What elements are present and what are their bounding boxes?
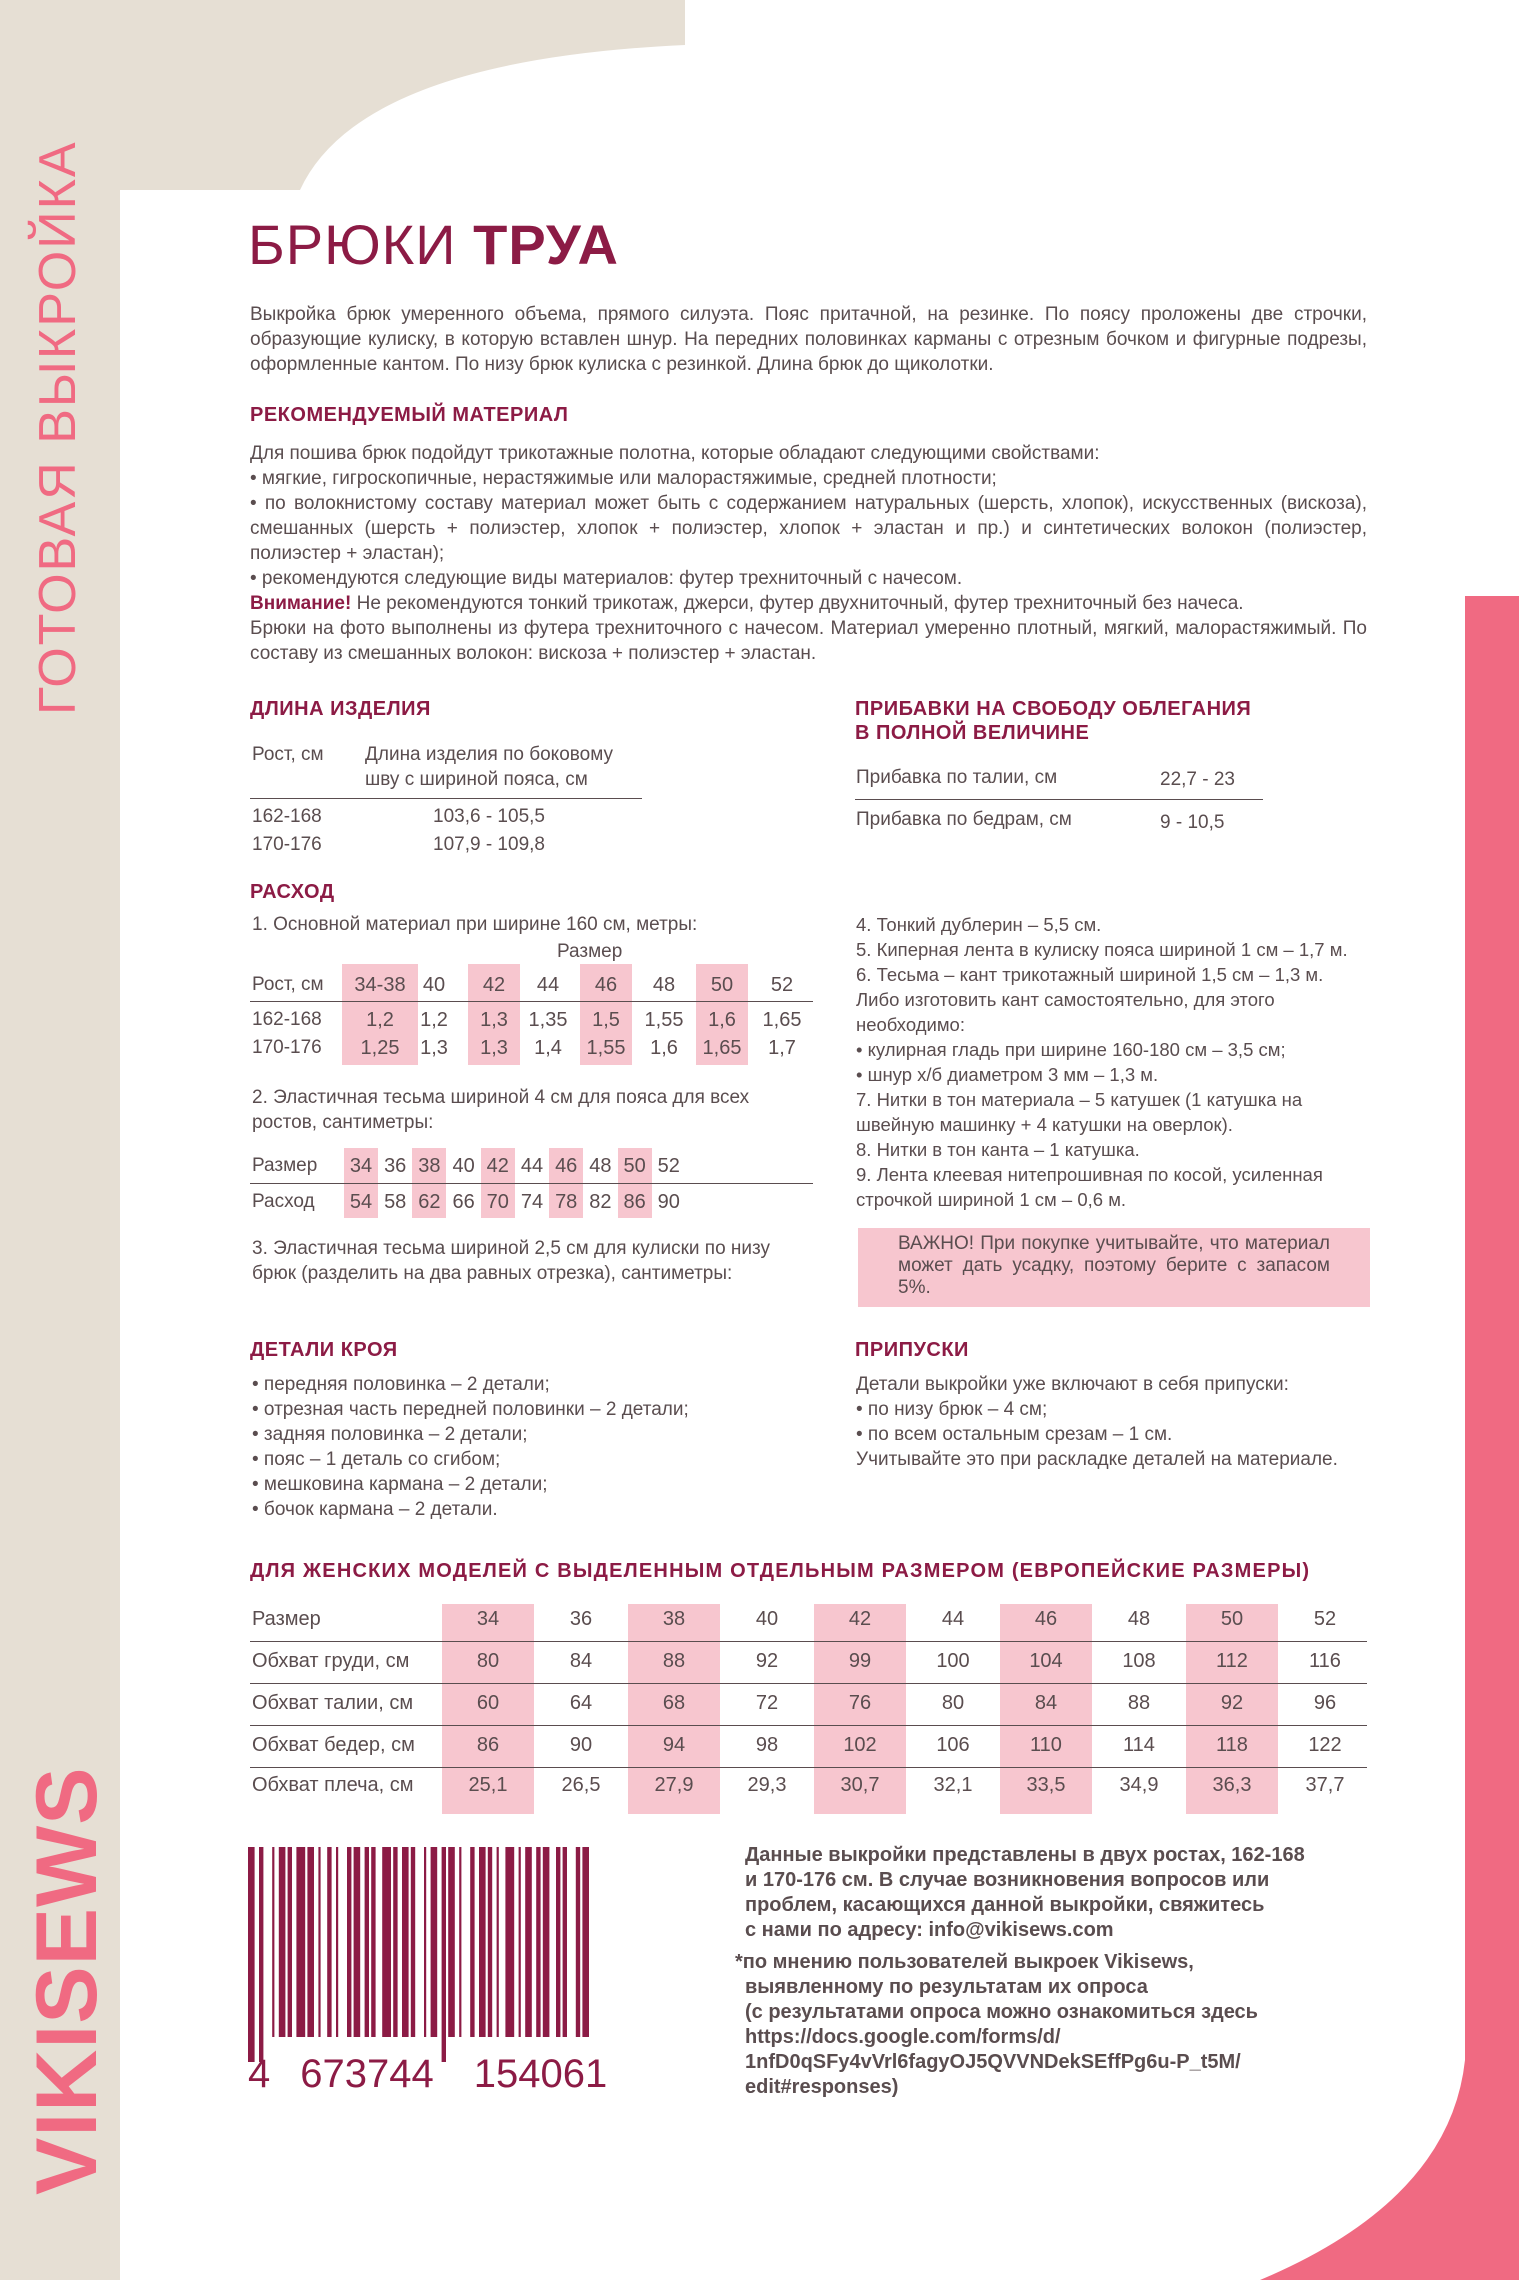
piece-item: • передняя половинка – 2 детали; <box>252 1374 550 1395</box>
piece-item: • мешковина кармана – 2 детали; <box>252 1474 548 1495</box>
size-row-label: Обхват талии, см <box>252 1692 414 1714</box>
consumption-right-line: • кулирная гладь при ширине 160-180 см – 3,5 см; <box>856 1039 1286 1060</box>
ease-waist-label: Прибавка по талии, см <box>856 767 1058 788</box>
page-title: БРЮКИ ТРУА <box>248 213 619 276</box>
length-col-height: Рост, см <box>252 744 324 765</box>
allowance-item: • по низу брюк – 4 см; <box>856 1399 1048 1420</box>
size-value: 106 <box>936 1734 970 1756</box>
size-table-heading: ДЛЯ ЖЕНСКИХ МОДЕЛЕЙ С ВЫДЕЛЕННЫМ ОТДЕЛЬНЫМ РАЗМЕРОМ (ЕВРОПЕЙСКИЕ РАЗМЕРЫ) <box>250 1560 1311 1582</box>
size-value: 96 <box>1313 1692 1337 1714</box>
fabric-value: 1,25 <box>360 1037 400 1059</box>
fabric-value: 1,35 <box>528 1009 568 1031</box>
length-row-height: 170-176 <box>252 834 322 855</box>
size-value: 68 <box>662 1692 686 1714</box>
allowance-item: Детали выкройки уже включают в себя припуски: <box>856 1374 1289 1395</box>
material-text: Для пошива брюк подойдут трикотажные полотна, которые обладают следующими свойствами: • мягкие, гигроскопичные, нерастяжимые или малорастяжимые, средней плотности; • по волокнистому составу материал может быть с содержанием натуральных (шерсть, хлопок), искусственных (вискоза), смешанных (шерсть + полиэстер, хлопок + полиэстер, хлопок + эластан и пр.) и синтетических волокон (полиэстер, полиэстер + эластан); • рекомендуются следующие виды материалов: футер трехниточный с начесом. Внимание! Не рекомендуются тонкий трикотаж, джерси, футер двухниточный, футер трехниточный без начеса. Брюки на фото выполнены из футера трехниточного с начесом. Материал умеренно плотный, мягкий, малорастяжимый. По составу из смешанных волокон: вискоза + полиэстер + эластан. <box>250 443 1367 664</box>
fabric-value: 1,5 <box>592 1009 620 1031</box>
fabric-size: 40 <box>422 974 446 996</box>
size-value: 90 <box>569 1734 593 1756</box>
footer-survey-line: выявленному по результатам их опроса <box>745 1976 1148 1998</box>
fabric-row-label: 170-176 <box>252 1037 322 1058</box>
footer-survey-line: https://docs.google.com/forms/d/ <box>745 2026 1061 2048</box>
size-value: 29,3 <box>747 1774 787 1796</box>
fabric-value: 1,55 <box>644 1009 684 1031</box>
ease-heading-2: В ПОЛНОЙ ВЕЛИЧИНЕ <box>855 722 1090 744</box>
elastic-value: 78 <box>555 1191 578 1213</box>
pieces-heading: ДЕТАЛИ КРОЯ <box>250 1339 398 1361</box>
consumption-right-line: 9. Лента клеевая нитепрошивная по косой, усиленная <box>856 1164 1323 1185</box>
size-value: 30,7 <box>840 1774 880 1796</box>
length-row-value: 107,9 - 109,8 <box>433 834 545 855</box>
fabric-size: 46 <box>594 974 618 996</box>
size-value: 38 <box>662 1608 686 1630</box>
side-title: ГОТОВАЯ ВЫКРОЙКА <box>29 140 87 715</box>
footer-survey-line: edit#responses) <box>745 2076 899 2098</box>
size-value: 50 <box>1220 1608 1244 1630</box>
fabric-value: 1,7 <box>768 1037 796 1059</box>
consumption-item-2a: 2. Эластичная тесьма шириной 4 см для пояса для всех <box>252 1087 750 1108</box>
pink-corner <box>1260 2060 1519 2280</box>
length-col-length-b: шву с шириной пояса, см <box>365 769 588 790</box>
size-value: 84 <box>569 1650 593 1672</box>
consumption-item-3a: 3. Эластичная тесьма шириной 2,5 см для кулиски по низу <box>252 1238 771 1259</box>
footer-line: с нами по адресу: info@vikisews.com <box>745 1919 1114 1941</box>
elastic-value: 54 <box>349 1191 373 1213</box>
elastic-value: 62 <box>418 1191 441 1213</box>
fabric-size: 42 <box>482 974 506 996</box>
footer-survey-line: 1nfD0qSFy4vVrl6fagyOJ5QVVNDekSEffPg6u-P_t5M/ <box>745 2051 1241 2073</box>
elastic-size: 52 <box>657 1155 680 1177</box>
size-value: 34 <box>476 1608 500 1630</box>
elastic-value: 58 <box>384 1191 407 1213</box>
size-value: 36 <box>569 1608 593 1630</box>
length-divider <box>250 798 642 799</box>
elastic-value: 70 <box>486 1191 509 1213</box>
ease-hip-label: Прибавка по бедрам, см <box>856 809 1072 830</box>
elastic-divider <box>250 1183 813 1184</box>
size-value: 33,5 <box>1026 1774 1066 1796</box>
size-value: 64 <box>569 1692 593 1714</box>
size-value: 88 <box>1127 1692 1151 1714</box>
ease-waist-value: 22,7 - 23 <box>1160 769 1235 790</box>
size-value: 76 <box>848 1692 872 1714</box>
size-divider <box>250 1683 1367 1684</box>
size-value: 40 <box>755 1608 779 1630</box>
elastic-use-label: Расход <box>252 1191 315 1212</box>
size-value: 98 <box>755 1734 779 1756</box>
size-divider <box>250 1641 1367 1642</box>
elastic-size: 34 <box>349 1155 373 1177</box>
size-value: 27,9 <box>654 1774 694 1796</box>
size-value: 25,1 <box>468 1774 508 1796</box>
length-heading: ДЛИНА ИЗДЕЛИЯ <box>250 698 431 720</box>
consumption-heading: РАСХОД <box>250 881 335 903</box>
size-value: 118 <box>1216 1734 1248 1756</box>
allowances-heading: ПРИПУСКИ <box>855 1339 969 1361</box>
brand-logo: VIKISEWS <box>19 1766 115 2195</box>
size-value: 112 <box>1216 1650 1248 1672</box>
fabric-size: 48 <box>652 974 676 996</box>
fabric-value: 1,6 <box>650 1037 678 1059</box>
pink-side-band <box>1465 596 1519 2280</box>
piece-item: • отрезная часть передней половинки – 2 детали; <box>252 1399 689 1420</box>
length-row-value: 103,6 - 105,5 <box>433 806 545 827</box>
size-value: 108 <box>1122 1650 1156 1672</box>
size-value: 86 <box>476 1734 500 1756</box>
elastic-size: 42 <box>486 1155 509 1177</box>
size-row-label: Обхват груди, см <box>252 1650 410 1672</box>
important-note: ВАЖНО! При покупке учитывайте, что материал может дать усадку, поэтому берите с запасом 5%. <box>858 1228 1370 1307</box>
material-heading: РЕКОМЕНДУЕМЫЙ МАТЕРИАЛ <box>250 404 569 426</box>
elastic-value: 86 <box>623 1191 646 1213</box>
fabric-size: 50 <box>710 974 734 996</box>
footer-line: и 170-176 см. В случае возникновения вопросов или <box>745 1869 1270 1891</box>
barcode <box>248 1847 628 2062</box>
consumption-right-line: • шнур х/б диаметром 3 мм – 1,3 м. <box>856 1064 1159 1085</box>
elastic-size: 40 <box>452 1155 475 1177</box>
fabric-value: 1,55 <box>586 1037 626 1059</box>
elastic-value: 82 <box>589 1191 612 1213</box>
footer-line: Данные выкройки представлены в двух ростах, 162-168 <box>745 1844 1305 1866</box>
size-value: 36,3 <box>1212 1774 1252 1796</box>
piece-item: • бочок кармана – 2 детали. <box>252 1499 498 1520</box>
consumption-item-3b: брюк (разделить на два равных отрезка), сантиметры: <box>252 1263 733 1284</box>
consumption-item-1: 1. Основной материал при ширине 160 см, метры: <box>252 914 698 935</box>
fabric-value: 1,6 <box>708 1009 736 1031</box>
size-value: 94 <box>662 1734 686 1756</box>
size-divider <box>250 1725 1367 1726</box>
size-value: 100 <box>936 1650 970 1672</box>
fabric-size: 34-38 <box>354 974 406 996</box>
consumption-right-line: швейную машинку + 4 катушки на оверлок). <box>856 1114 1233 1135</box>
footer-survey-line: *по мнению пользователей выкроек Vikisews, <box>735 1951 1194 1973</box>
size-value: 102 <box>843 1734 877 1756</box>
size-value: 122 <box>1308 1734 1342 1756</box>
consumption-right-line: Либо изготовить кант самостоятельно, для этого <box>856 989 1275 1010</box>
size-value: 34,9 <box>1119 1774 1159 1796</box>
fabric-value: 1,65 <box>702 1037 742 1059</box>
size-value: 99 <box>848 1650 872 1672</box>
elastic-value: 90 <box>657 1191 680 1213</box>
size-value: 37,7 <box>1305 1774 1345 1796</box>
consumption-right-line: 7. Нитки в тон материала – 5 катушек (1 катушка на <box>856 1089 1303 1110</box>
ease-divider <box>855 799 1263 800</box>
consumption-size-label: Размер <box>557 941 623 962</box>
elastic-size: 38 <box>418 1155 441 1177</box>
ease-heading-1: ПРИБАВКИ НА СВОБОДУ ОБЛЕГАНИЯ <box>855 698 1252 720</box>
size-row-label: Обхват плеча, см <box>252 1774 414 1796</box>
size-value: 84 <box>1034 1692 1058 1714</box>
fabric-value: 1,2 <box>420 1009 448 1031</box>
elastic-size-label: Размер <box>252 1155 318 1176</box>
elastic-value: 74 <box>520 1191 544 1213</box>
size-value: 32,1 <box>933 1774 973 1796</box>
elastic-size: 46 <box>555 1155 578 1177</box>
intro-text: Выкройка брюк умеренного объема, прямого силуэта. Пояс притачной, на резинке. По поясу проложены две строчки, образующие кулиску, в которую вставлен шнур. На передних половинках карманы с отрезным бочком и фигурные подрезы, оформленные кантом. По низу брюк кулиска с резинкой. Длина брюк до щиколотки. <box>250 304 1367 375</box>
fabric-value: 1,4 <box>534 1037 562 1059</box>
barcode-digits: 4 673744 154061 <box>248 2052 608 2096</box>
elastic-size: 44 <box>520 1155 544 1177</box>
size-value: 44 <box>941 1608 965 1630</box>
size-value: 48 <box>1127 1608 1151 1630</box>
size-value: 104 <box>1029 1650 1063 1672</box>
allowance-item: • по всем остальным срезам – 1 см. <box>856 1424 1173 1445</box>
consumption-right-line: 6. Тесьма – кант трикотажный шириной 1,5 см – 1,3 м. <box>856 964 1324 985</box>
size-value: 42 <box>848 1608 872 1630</box>
elastic-size: 48 <box>589 1155 612 1177</box>
fabric-size: 44 <box>536 974 560 996</box>
size-value: 92 <box>1220 1692 1244 1714</box>
size-row-label: Размер <box>252 1608 321 1630</box>
size-value: 92 <box>755 1650 779 1672</box>
allowance-item: Учитывайте это при раскладке деталей на материале. <box>856 1449 1338 1470</box>
consumption-right-line: 4. Тонкий дублерин – 5,5 см. <box>856 914 1102 935</box>
fabric-size: 52 <box>770 974 794 996</box>
fabric-divider <box>250 1001 813 1002</box>
size-row-label: Обхват бедер, см <box>252 1734 415 1756</box>
length-row-height: 162-168 <box>252 806 322 827</box>
size-value: 110 <box>1030 1734 1062 1756</box>
consumption-right-line: 5. Киперная лента в кулиску пояса шириной 1 см – 1,7 м. <box>856 939 1348 960</box>
size-value: 60 <box>476 1692 500 1714</box>
consumption-right-line: строчкой шириной 1 см – 0,6 м. <box>856 1189 1127 1210</box>
size-value: 114 <box>1123 1734 1155 1756</box>
consumption-right-line: необходимо: <box>856 1014 965 1035</box>
piece-item: • задняя половинка – 2 детали; <box>252 1424 528 1445</box>
fabric-value: 1,3 <box>420 1037 448 1059</box>
size-value: 88 <box>662 1650 686 1672</box>
size-value: 72 <box>755 1692 779 1714</box>
footer-survey-line: (с результатами опроса можно ознакомиться здесь <box>745 2001 1258 2023</box>
footer-line: проблем, касающихся данной выкройки, свяжитесь <box>745 1894 1265 1916</box>
consumption-item-2b: ростов, сантиметры: <box>252 1112 434 1133</box>
size-value: 26,5 <box>561 1774 601 1796</box>
elastic-value: 66 <box>452 1191 475 1213</box>
fabric-row-label: 162-168 <box>252 1009 322 1030</box>
size-value: 46 <box>1034 1608 1058 1630</box>
consumption-right-line: 8. Нитки в тон канта – 1 катушка. <box>856 1139 1140 1160</box>
size-value: 80 <box>941 1692 965 1714</box>
piece-item: • пояс – 1 деталь со сгибом; <box>252 1449 501 1470</box>
ease-hip-value: 9 - 10,5 <box>1160 812 1225 833</box>
fabric-value: 1,2 <box>366 1009 394 1031</box>
size-value: 80 <box>476 1650 500 1672</box>
elastic-size: 50 <box>623 1155 646 1177</box>
fabric-row-header: Рост, см <box>252 974 324 995</box>
size-divider <box>250 1767 1367 1768</box>
size-value: 52 <box>1313 1608 1337 1630</box>
length-col-length-a: Длина изделия по боковому <box>365 744 614 765</box>
size-value: 116 <box>1309 1650 1341 1672</box>
fabric-value: 1,3 <box>480 1009 508 1031</box>
fabric-value: 1,65 <box>762 1009 802 1031</box>
elastic-size: 36 <box>384 1155 407 1177</box>
fabric-value: 1,3 <box>480 1037 508 1059</box>
